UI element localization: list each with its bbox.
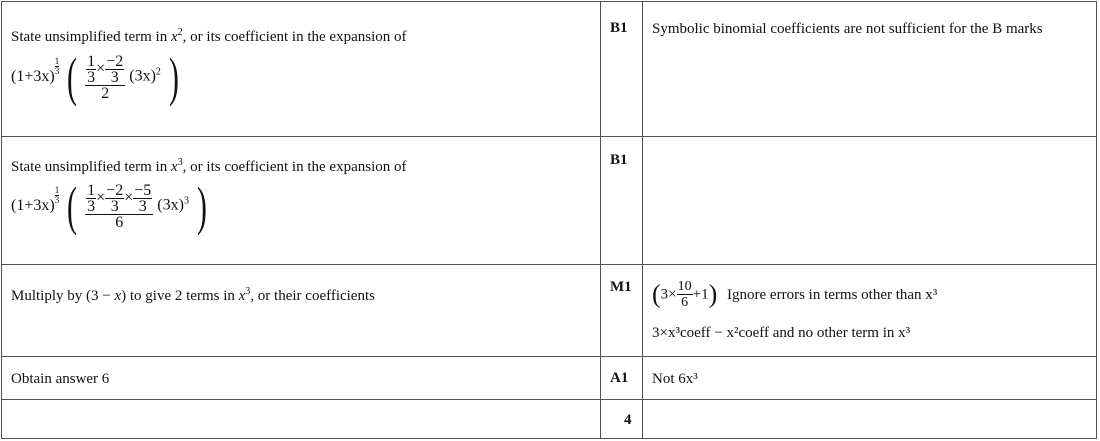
total-mark: 4: [624, 412, 632, 428]
mark-code: B1: [610, 20, 628, 36]
expansion-base: (1+3x): [11, 68, 55, 85]
guidance-note: Not 6x³: [652, 371, 698, 387]
markscheme-table: [1, 1, 1097, 439]
row-description: State unsimplified term in $x^2$, or its coefficient in the expansion of: [11, 27, 407, 45]
expansion-power: $\frac{1}{3}$: [54, 56, 60, 77]
table-row: [2, 400, 1096, 438]
guidance-note: (3× $\frac{10}{6}$ +1) Ignore errors in terms other than x³: [652, 279, 938, 310]
table-row: [2, 137, 1096, 265]
coefficient-fraction: $\frac{1}{3}$ × $\frac{-2}{3}$ × $\frac{-5}{3}$ 6: [87, 181, 152, 231]
guidance-note-2: 3×x³coeff − x²coeff and no other term in x³: [652, 325, 911, 341]
table-row: [2, 265, 1096, 357]
row-description: State unsimplified term in $x^3$, or its coefficient in the expansion of: [11, 157, 407, 175]
row-description: Multiply by (3 − x) to give 2 terms in $x^3$, or their coefficients: [11, 286, 375, 304]
expansion-term: (1+3x) $\frac{1}{3}$ ( $\frac{1}{3}$ × $\frac{-2}{3}$ 2 $(3x)^2$ ): [11, 47, 179, 107]
table-row: [2, 357, 1096, 400]
guidance-note: Symbolic binomial coefficients are not sufficient for the B marks: [652, 21, 1043, 37]
mark-code: B1: [610, 152, 628, 168]
row-description: Obtain answer 6: [11, 371, 110, 387]
expansion-term: (1+3x) $\frac{1}{3}$ ( $\frac{1}{3}$ × $\frac{-2}{3}$ × $\frac{-5}{3}$ 6 $(3x)^3$ ): [11, 176, 207, 236]
mark-code: A1: [610, 370, 629, 386]
mark-code: M1: [610, 279, 632, 295]
table-row: [2, 2, 1096, 137]
column-divider: [642, 2, 643, 438]
column-divider: [600, 2, 601, 438]
coefficient-fraction: $\frac{1}{3}$ × $\frac{-2}{3}$ 2: [87, 52, 124, 102]
